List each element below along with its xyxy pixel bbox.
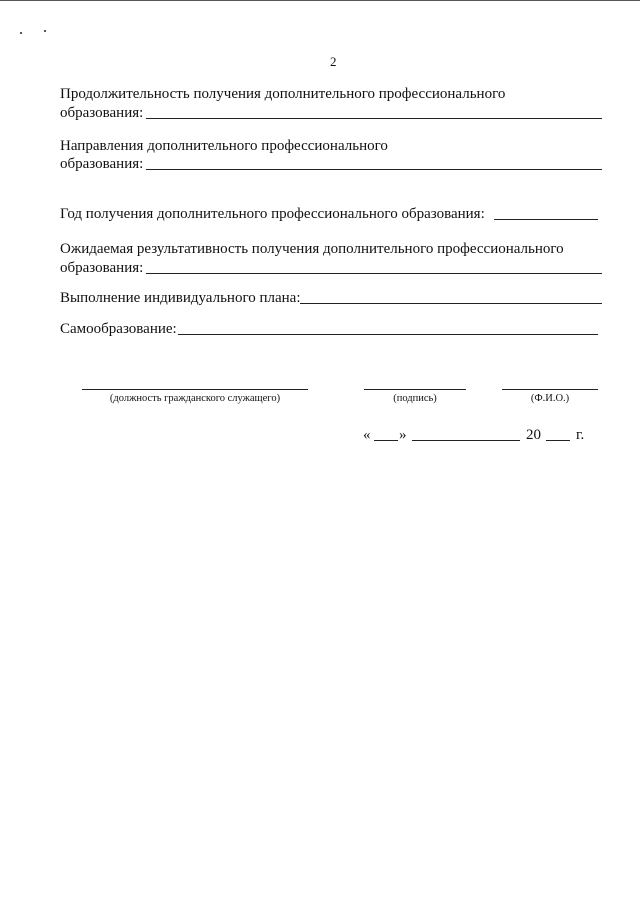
expected-result-field[interactable]: [146, 273, 602, 274]
expected-result-label-line2: образования:: [60, 260, 144, 276]
self-education-label: Самообразование:: [60, 321, 177, 337]
directions-label-line2: образования:: [60, 156, 144, 172]
date-close-quote: »: [399, 427, 407, 443]
scan-speck: [20, 32, 22, 34]
name-line[interactable]: [502, 389, 598, 390]
duration-label-line2: образования:: [60, 105, 144, 121]
page-number: 2: [330, 54, 337, 69]
duration-label-line1: Продолжительность получения дополнительного профессионального: [60, 86, 506, 102]
name-caption: (Ф.И.О.): [530, 393, 570, 404]
self-education-field[interactable]: [178, 334, 598, 335]
directions-field[interactable]: [146, 169, 602, 170]
year-field[interactable]: [494, 219, 598, 220]
date-open-quote: «: [363, 427, 371, 443]
date-day-field[interactable]: [374, 440, 398, 441]
date-year-field[interactable]: [546, 440, 570, 441]
position-caption: (должность гражданского служащего): [109, 393, 281, 404]
individual-plan-label: Выполнение индивидуального плана:: [60, 290, 301, 306]
directions-label-line1: Направления дополнительного профессионального: [60, 138, 388, 154]
date-year-prefix: 20: [526, 427, 541, 443]
year-label: Год получения дополнительного профессионального образования:: [60, 206, 485, 222]
scan-top-edge: [0, 0, 640, 1]
position-signature-line[interactable]: [82, 389, 308, 390]
expected-result-label-line1: Ожидаемая результативность получения дополнительного профессионального: [60, 241, 564, 257]
signature-line[interactable]: [364, 389, 466, 390]
duration-field[interactable]: [146, 118, 602, 119]
scan-speck: [44, 30, 46, 32]
signature-caption: (подпись): [393, 393, 437, 404]
date-year-suffix: г.: [576, 427, 585, 443]
individual-plan-field[interactable]: [300, 303, 602, 304]
date-month-field[interactable]: [412, 440, 520, 441]
